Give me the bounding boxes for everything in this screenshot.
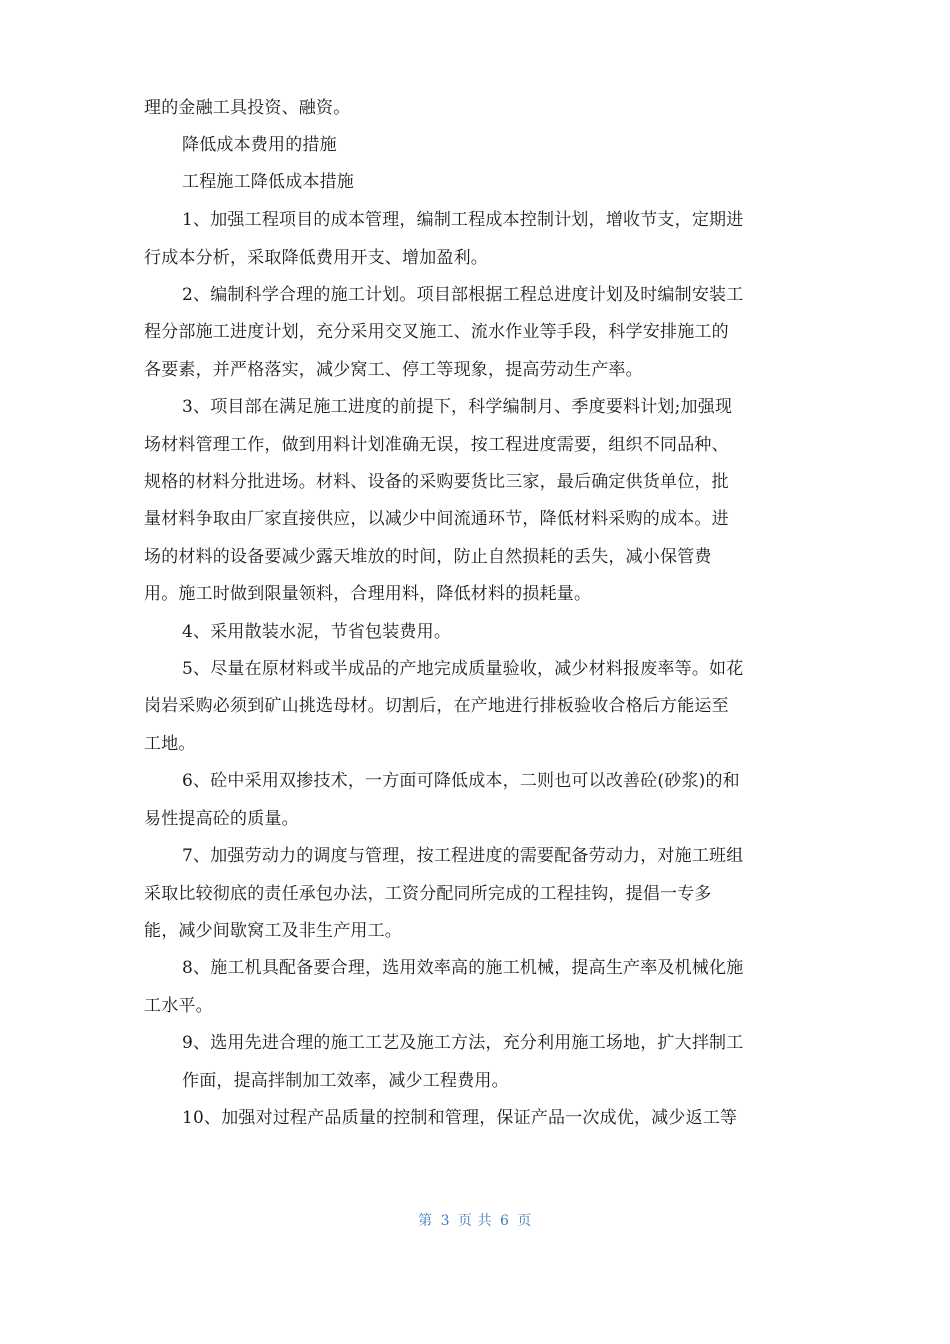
text-line: 程分部施工进度计划，充分采用交叉施工、流水作业等手段，科学安排施工的 xyxy=(144,322,729,342)
text-line: 7、加强劳动力的调度与管理，按工程进度的需要配备劳动力，对施工班组 xyxy=(182,846,744,866)
text-line: 量材料争取由厂家直接供应，以减少中间流通环节，降低材料采购的成本。进 xyxy=(144,509,729,529)
text-line: 规格的材料分批进场。材料、设备的采购要货比三家，最后确定供货单位，批 xyxy=(144,472,729,492)
text-line: 1、加强工程项目的成本管理，编制工程成本控制计划，增收节支，定期进 xyxy=(182,210,744,230)
text-line: 采取比较彻底的责任承包办法，工资分配同所完成的工程挂钩，提倡一专多 xyxy=(144,884,712,904)
text-line: 10、加强对过程产品质量的控制和管理，保证产品一次成优，减少返工等 xyxy=(182,1108,738,1128)
text-line: 作面，提高拌制加工效率，减少工程费用。 xyxy=(182,1071,509,1091)
page-footer xyxy=(0,1211,950,1231)
section-heading: 降低成本费用的措施 xyxy=(182,135,337,155)
text-line: 工地。 xyxy=(144,734,196,754)
text-line: 用。施工时做到限量领料，合理用料，降低材料的损耗量。 xyxy=(144,584,592,604)
text-line: 8、施工机具配备要合理，选用效率高的施工机械，提高生产率及机械化施 xyxy=(182,958,744,978)
footer-label-page: 第 xyxy=(418,1213,433,1229)
footer-current-page: 3 xyxy=(440,1213,451,1229)
text-line: 岗岩采购必须到矿山挑选母材。切割后，在产地进行排板验收合格后方能运至 xyxy=(144,696,729,716)
text-line: 场材料管理工作，做到用料计划准确无误，按工程进度需要，组织不同品种、 xyxy=(144,435,729,455)
text-line: 6、砼中采用双掺技术，一方面可降低成本，二则也可以改善砼(砂浆)的和 xyxy=(182,771,740,791)
footer-label-of: 页 共 xyxy=(458,1213,492,1229)
text-line: 4、采用散装水泥，节省包装费用。 xyxy=(182,622,452,642)
text-line: 9、选用先进合理的施工工艺及施工方法，充分利用施工场地，扩大拌制工 xyxy=(182,1033,744,1053)
text-line: 场的材料的设备要减少露天堆放的时间，防止自然损耗的丢失，减小保管费 xyxy=(144,547,712,567)
text-line: 理的金融工具投资、融资。 xyxy=(144,98,351,118)
text-line: 能，减少间歇窝工及非生产用工。 xyxy=(144,921,402,941)
text-line: 5、尽量在原材料或半成品的产地完成质量验收，减少材料报废率等。如花 xyxy=(182,659,744,679)
section-heading: 工程施工降低成本措施 xyxy=(182,172,354,192)
text-line: 2、编制科学合理的施工计划。项目部根据工程总进度计划及时编制安装工 xyxy=(182,285,744,305)
text-line: 各要素，并严格落实，减少窝工、停工等现象，提高劳动生产率。 xyxy=(144,360,643,380)
text-line: 3、项目部在满足施工进度的前提下，科学编制月、季度要料计划;加强现 xyxy=(182,397,733,417)
text-line: 行成本分析，采取降低费用开支、增加盈利。 xyxy=(144,248,488,268)
footer-label-pages: 页 xyxy=(517,1213,532,1229)
footer-total-pages: 6 xyxy=(499,1213,510,1229)
text-line: 易性提高砼的质量。 xyxy=(144,809,299,829)
text-line: 工水平。 xyxy=(144,996,213,1016)
